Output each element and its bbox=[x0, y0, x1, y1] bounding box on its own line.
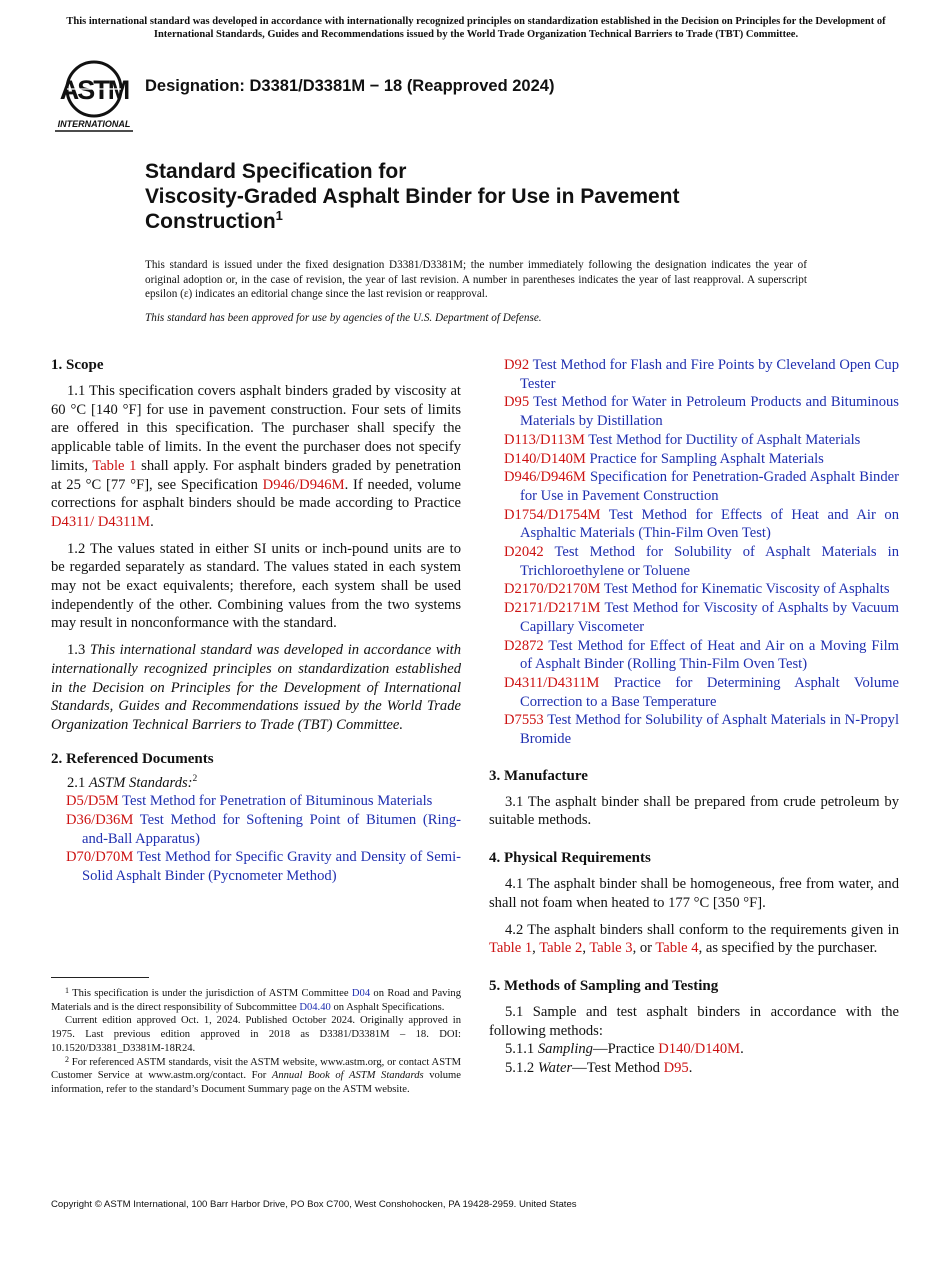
para-3-1: 3.1 The asphalt binder shall be prepared from crude petroleum by suitable methods. bbox=[489, 793, 899, 829]
referenced-standard-item bbox=[489, 506, 899, 543]
section-1-heading: 1. Scope bbox=[51, 357, 104, 373]
referenced-standard-item bbox=[489, 356, 899, 393]
para-1-2: 1.2 The values stated in either SI units or inch-pound units are to be regarded separately as standard. The values stated in each system may not be exact equivalents; therefore, each system shall be used independently of the other. Combining values from the two systems may result in nonconformance with the standard. bbox=[51, 540, 461, 632]
referenced-standard-item bbox=[489, 450, 899, 469]
designation: Designation: D3381/D3381M − 18 (Reapproved 2024) bbox=[145, 77, 555, 95]
para-4-2: 4.2 The asphalt binders shall conform to the requirements given in Table 1, Table 2, Table 3, or Table 4, as specified by the purchaser. bbox=[489, 921, 899, 957]
referenced-list-left bbox=[51, 792, 461, 886]
astm-logo bbox=[53, 56, 135, 132]
footnote-1-edition: Current edition approved Oct. 1, 2024. Published October 2024. Originally approved in 1975. Last previous edition approved in 2018 as D3381/D3381M – 18. DOI: 10.1520/D3381_D3381M-18R24. bbox=[51, 1015, 461, 1054]
standard-title-link[interactable]: Test Method for Water in Petroleum Products and Bituminous Materials by Distillation bbox=[520, 394, 899, 430]
para-1-3: 1.3 This international standard was developed in accordance with internationally recognized principles on standardization established in the Decision on Principles for the Development of International Standards, Guides and Recommendations issued by the World Trade Organization Technical Barriers to Trade (TBT) Committee. bbox=[51, 642, 462, 733]
standard-title-link[interactable]: Practice for Determining Asphalt Volume Correction to a Base Temperature bbox=[520, 674, 899, 710]
standard-code-link[interactable]: D1754/D1754M bbox=[504, 506, 601, 523]
standard-code-link[interactable]: D5/D5M bbox=[66, 793, 119, 810]
link-table-4[interactable]: Table 4 bbox=[655, 940, 699, 957]
standard-title-link[interactable]: Practice for Sampling Asphalt Materials bbox=[589, 450, 824, 467]
link-d4311[interactable]: D4311/ D4311M bbox=[51, 513, 151, 530]
svg-text:ASTM: ASTM bbox=[59, 75, 129, 105]
link-table-1[interactable]: Table 1 bbox=[489, 940, 533, 957]
referenced-standard-item bbox=[489, 711, 899, 748]
standard-title-link[interactable]: Test Method for Effect of Heat and Air on a Moving Film of Asphalt Binder (Rolling Thin-Film Oven Test) bbox=[520, 637, 899, 673]
standard-code-link[interactable]: D36/D36M bbox=[66, 812, 134, 829]
svg-text:INTERNATIONAL: INTERNATIONAL bbox=[57, 119, 131, 129]
copyright-line: Copyright © ASTM International, 100 Barr Harbor Drive, PO Box C700, West Conshohocken, PA 19428-2959. United States bbox=[51, 1199, 577, 1210]
standard-code-link[interactable]: D113/D113M bbox=[504, 431, 585, 448]
standard-code-link[interactable]: D140/D140M bbox=[504, 450, 586, 467]
title-line-3: Construction bbox=[145, 210, 276, 233]
issued-note: This standard is issued under the fixed designation D3381/D3381M; the number immediately following the designation indicates the year of original adoption or, in the case of revision, the year of last revision. A number in parentheses indicates the year of last reapproval. A superscript epsilon (ε) indicates an editorial change since the last revision or reapproval. bbox=[145, 259, 807, 301]
link-d140[interactable]: D140/D140M bbox=[658, 1041, 741, 1058]
referenced-standard-item bbox=[489, 431, 899, 450]
standard-code-link[interactable]: D7553 bbox=[504, 712, 544, 729]
left-column bbox=[51, 356, 461, 886]
link-subcommittee-d0440[interactable]: D04.40 bbox=[299, 1001, 331, 1013]
standard-title-link[interactable]: Test Method for Softening Point of Bitumen (Ring-and-Ball Apparatus) bbox=[82, 812, 461, 847]
standard-title-link[interactable]: Test Method for Kinematic Viscosity of Asphalts bbox=[603, 581, 890, 598]
astm-standards-subheading: 2.1 ASTM Standards:$^2$ bbox=[67, 773, 198, 791]
para-4-1: 4.1 The asphalt binder shall be homogeneous, free from water, and shall not foam when heated to 177 °C [350 °F]. bbox=[489, 876, 899, 911]
standard-code-link[interactable]: D946/D946M bbox=[504, 469, 586, 486]
para-5-1: 5.1 Sample and test asphalt binders in accordance with the following methods: bbox=[489, 1003, 899, 1039]
standard-code-link[interactable]: D2872 bbox=[504, 637, 544, 654]
standard-title-link[interactable]: Test Method for Solubility of Asphalt Materials in N-Propyl Bromide bbox=[520, 712, 899, 748]
link-committee-d04[interactable]: D04 bbox=[351, 988, 371, 999]
standard-title-link[interactable]: Test Method for Penetration of Bituminous Materials bbox=[122, 793, 433, 810]
standard-title-link[interactable]: Test Method for Viscosity of Asphalts by Vacuum Capillary Viscometer bbox=[520, 600, 899, 635]
referenced-standard-item bbox=[489, 393, 899, 430]
link-d946[interactable]: D946/D946M bbox=[262, 476, 345, 493]
link-table-2[interactable]: Table 2 bbox=[539, 940, 583, 957]
dod-note: This standard has been approved for use by agencies of the U.S. Department of Defense. bbox=[145, 312, 542, 324]
referenced-standard-item bbox=[51, 811, 461, 848]
link-d95[interactable]: D95 bbox=[663, 1060, 689, 1077]
standard-code-link[interactable]: D92 bbox=[504, 357, 530, 373]
footnote-divider bbox=[51, 977, 149, 978]
standard-code-link[interactable]: D70/D70M bbox=[66, 849, 134, 866]
standard-code-link[interactable]: D2170/D2170M bbox=[504, 581, 601, 598]
standard-code-link[interactable]: D2042 bbox=[504, 544, 544, 561]
standard-title-link[interactable]: Specification for Penetration-Graded Asphalt Binder for Use in Pavement Construction bbox=[520, 469, 899, 504]
standard-code-link[interactable]: D2171/D2171M bbox=[504, 600, 601, 617]
referenced-list-right bbox=[489, 356, 899, 749]
referenced-standard-item bbox=[489, 637, 899, 674]
section-5-heading: 5. Methods of Sampling and Testing bbox=[489, 977, 719, 994]
link-table-1[interactable]: Table 1 bbox=[92, 457, 137, 474]
referenced-standard-item bbox=[51, 792, 461, 811]
standard-title-link[interactable]: Test Method for Flash and Fire Points by Cleveland Open Cup Tester bbox=[520, 357, 899, 392]
right-column bbox=[489, 356, 899, 1078]
title-line-2: Viscosity-Graded Asphalt Binder for Use in Pavement bbox=[145, 185, 680, 208]
referenced-standard-item bbox=[489, 599, 899, 636]
footnote-2: $^2$ For referenced ASTM standards, visit the ASTM website, www.astm.org, or contact ASTM Customer Service at www.astm.org/contact. For Annual Book of ASTM Standards volume information, refer to the standard’s Document Summary page on the ASTM website. bbox=[51, 1054, 461, 1095]
standard-code-link[interactable]: D95 bbox=[504, 394, 530, 411]
para-5-1-1: 5.1.1 Sampling—Practice D140/D140M. bbox=[505, 1041, 744, 1058]
footnotes bbox=[51, 987, 461, 1097]
standard-title-link[interactable]: Test Method for Solubility of Asphalt Materials in Trichloroethylene or Toluene bbox=[520, 544, 899, 579]
footnote-1: $^1$ This specification is under the jurisdiction of ASTM Committee D04 on Road and Paving Materials and is the direct responsibility of Subcommittee D04.40 on Asphalt Specifications. bbox=[51, 986, 461, 1013]
referenced-standard-item bbox=[489, 674, 899, 711]
section-3-heading: 3. Manufacture bbox=[489, 767, 588, 784]
standard-title-link[interactable]: Test Method for Specific Gravity and Density of Semi-Solid Asphalt Binder (Pycnometer Method) bbox=[82, 849, 461, 885]
para-5-1-2: 5.1.2 Water—Test Method D95. bbox=[505, 1060, 693, 1077]
document-title bbox=[145, 159, 845, 234]
standard-title-link[interactable]: Test Method for Ductility of Asphalt Materials bbox=[588, 431, 861, 448]
tbt-notice: This international standard was developed in accordance with internationally recognized principles on standardization established in the Decision on Principles for the Development of International Standards, Guides and Recommendations issued by the World Trade Organization Technical Barriers to Trade (TBT) Committee. bbox=[66, 16, 886, 40]
title-line-1: Standard Specification for bbox=[145, 160, 407, 183]
link-table-3[interactable]: Table 3 bbox=[589, 940, 633, 957]
referenced-standard-item bbox=[51, 848, 461, 885]
section-2-heading: 2. Referenced Documents bbox=[51, 750, 214, 767]
referenced-standard-item bbox=[489, 543, 899, 580]
standard-title-link[interactable]: Test Method for Effects of Heat and Air on Asphaltic Materials (Thin-Film Oven Test) bbox=[520, 506, 899, 542]
section-4-heading: 4. Physical Requirements bbox=[489, 850, 651, 867]
referenced-standard-item bbox=[489, 468, 899, 505]
title-footnote-mark: 1 bbox=[275, 208, 283, 223]
para-1-1: 1.1 This specification covers asphalt binders graded by viscosity at 60 °C [140 °F] for use in pavement construction. Four sets of limits are offered in this specification. The purchaser shall specify the applicable table of limits. In the event the purchaser does not specify limits, Table 1 shall apply. For asphalt binders graded by penetration at 25 °C [77 °F], see Specification D946/D946M. If needed, volume corrections for asphalt binders should be made according to Practice D4311/ D4311M. bbox=[51, 383, 462, 530]
standard-code-link[interactable]: D4311/D4311M bbox=[504, 674, 600, 691]
referenced-standard-item bbox=[489, 580, 899, 599]
